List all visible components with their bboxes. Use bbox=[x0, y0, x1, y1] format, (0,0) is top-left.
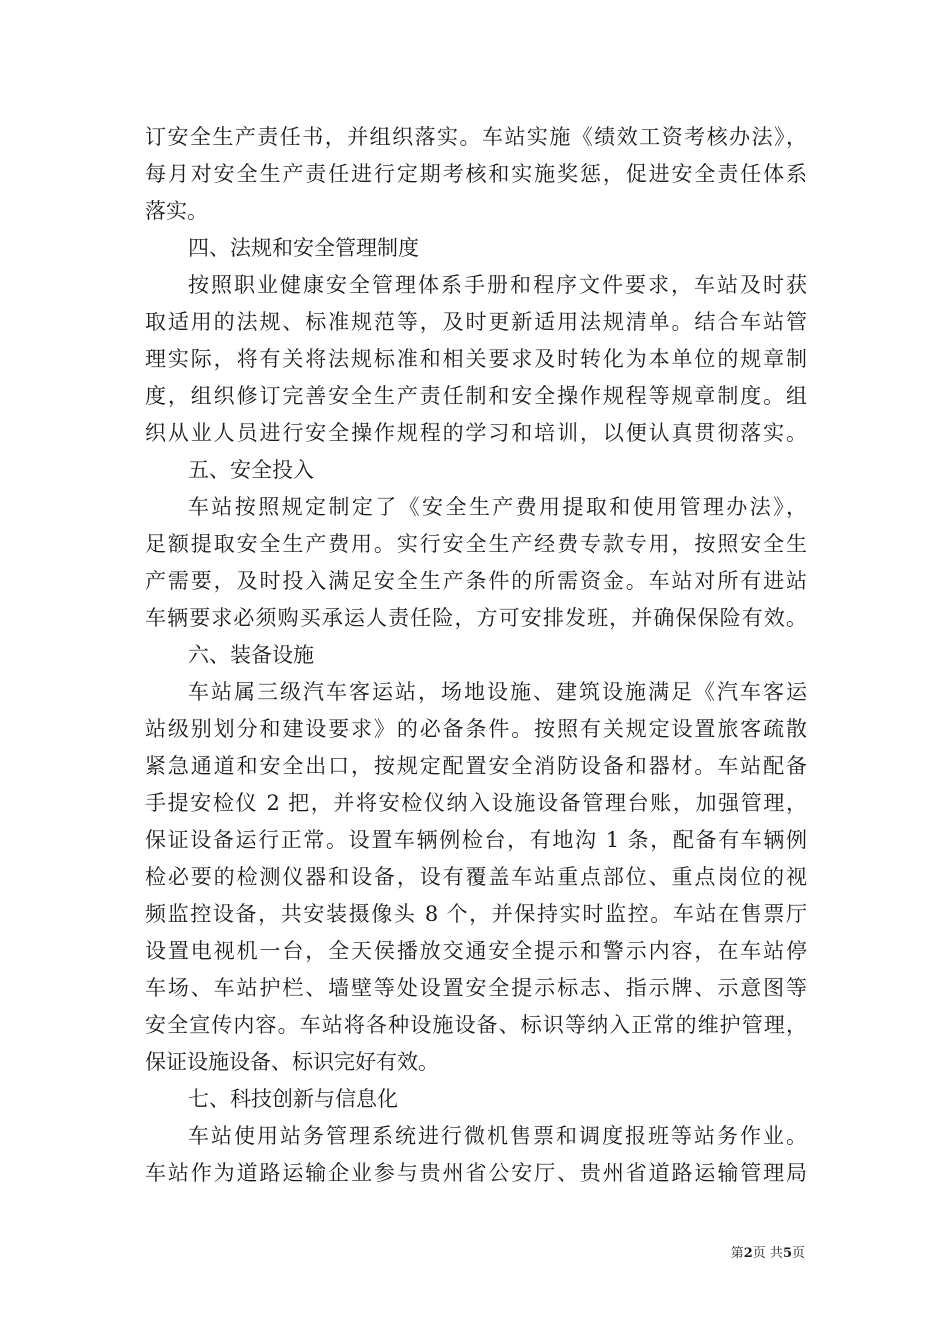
text-line: 织从业人员进行安全操作规程的学习和培训，以便认真贯彻落实。 bbox=[145, 421, 807, 445]
footer-middle: 页 共 bbox=[752, 1246, 783, 1261]
text-line: 紧急通道和安全出口，按规定配置安全消防设备和器材。车站配备 bbox=[145, 754, 807, 778]
text-line: 安全宣传内容。车站将各种设施设备、标识等纳入正常的维护管理， bbox=[145, 1013, 807, 1037]
text-line: 五、安全投入 bbox=[188, 458, 314, 482]
text-line: 四、法规和安全管理制度 bbox=[188, 236, 419, 260]
page-footer bbox=[731, 1245, 805, 1263]
text-line: 站级别划分和建设要求》的必备条件。按照有关规定设置旅客疏散 bbox=[145, 717, 807, 741]
text-line: 车站属三级汽车客运站，场地设施、建筑设施满足《汽车客运 bbox=[188, 680, 807, 704]
text-line: 检必要的检测仪器和设备，设有覆盖车站重点部位、重点岗位的视 bbox=[145, 865, 807, 889]
text-line: 产需要，及时投入满足安全生产条件的所需资金。车站对所有进站 bbox=[145, 569, 807, 593]
total-pages-number: 5 bbox=[782, 1246, 792, 1261]
text-line: 车站使用站务管理系统进行微机售票和调度报班等站务作业。 bbox=[188, 1124, 807, 1148]
text-line: 每月对安全生产责任进行定期考核和实施奖惩，促进安全责任体系 bbox=[145, 162, 807, 186]
text-line: 理实际，将有关将法规标准和相关要求及时转化为本单位的规章制 bbox=[145, 347, 807, 371]
text-line: 订安全生产责任书，并组织落实。车站实施《绩效工资考核办法》， bbox=[145, 125, 807, 149]
text-line: 取适用的法规、标准规范等，及时更新适用法规清单。结合车站管 bbox=[145, 310, 807, 334]
text-line: 车站作为道路运输企业参与贵州省公安厅、贵州省道路运输管理局 bbox=[145, 1161, 807, 1185]
text-line: 保证设施设备、标识完好有效。 bbox=[145, 1050, 439, 1074]
text-line: 手提安检仪 2 把，并将安检仪纳入设施设备管理台账，加强管理， bbox=[145, 791, 807, 815]
text-line: 车场、车站护栏、墙壁等处设置安全提示标志、指示牌、示意图等 bbox=[145, 976, 807, 1000]
text-line: 车站按照规定制定了《安全生产费用提取和使用管理办法》， bbox=[188, 495, 807, 519]
text-line: 设置电视机一台，全天侯播放交通安全提示和警示内容，在车站停 bbox=[145, 939, 807, 963]
text-line: 频监控设备，共安装摄像头 8 个，并保持实时监控。车站在售票厅 bbox=[145, 902, 807, 926]
text-line: 保证设备运行正常。设置车辆例检台，有地沟 1 条，配备有车辆例 bbox=[145, 828, 807, 852]
text-line: 落实。 bbox=[145, 199, 208, 223]
text-line: 足额提取安全生产费用。实行安全生产经费专款专用，按照安全生 bbox=[145, 532, 807, 556]
text-line: 车辆要求必须购买承运人责任险，方可安排发班，并确保保险有效。 bbox=[145, 606, 807, 630]
footer-prefix: 第 bbox=[730, 1246, 744, 1261]
text-line: 按照职业健康安全管理体系手册和程序文件要求，车站及时获 bbox=[188, 273, 807, 297]
document-body bbox=[145, 119, 807, 1192]
current-page-number: 2 bbox=[743, 1246, 753, 1261]
footer-suffix: 页 bbox=[791, 1246, 805, 1261]
text-line: 度，组织修订完善安全生产责任制和安全操作规程等规章制度。组 bbox=[145, 384, 807, 408]
text-line: 六、装备设施 bbox=[188, 643, 314, 667]
text-line: 七、科技创新与信息化 bbox=[188, 1087, 398, 1111]
